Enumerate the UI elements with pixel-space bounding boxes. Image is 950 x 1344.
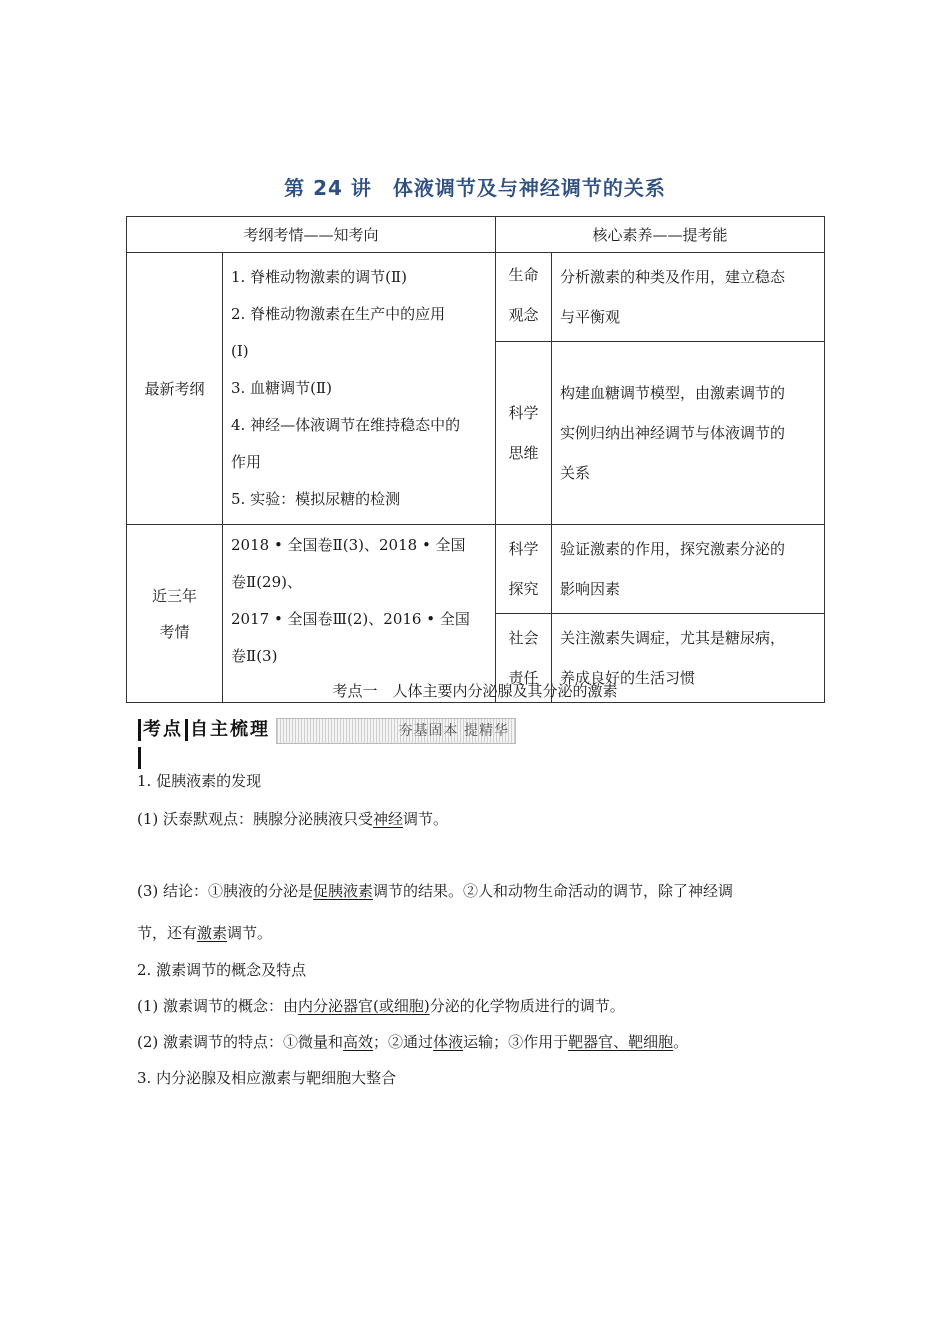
paragraph: (2) 激素调节的特点：①微量和高效；②通过体液运输；③作用于靶器官、靶细胞。 xyxy=(137,1033,689,1051)
exam-item: 2018 • 全国卷Ⅱ(3)、2018 • 全国 xyxy=(231,536,466,554)
answer-blank: 体液 xyxy=(433,1033,464,1051)
label-recent-exams: 近三年 考情 xyxy=(127,525,223,703)
syllabus-table xyxy=(126,216,825,703)
exam-item: 卷Ⅱ(29)、 xyxy=(231,573,302,591)
heading-3: 3. 内分泌腺及相应激素与靶细胞大整合 xyxy=(137,1069,397,1087)
literacy-value: 分析激素的种类及作用，建立稳态 与平衡观 xyxy=(552,253,825,342)
syllabus-item: (Ⅰ) xyxy=(231,342,249,360)
section-banner xyxy=(136,716,516,744)
banner-tag: 夯基固本 提精华 xyxy=(276,718,516,744)
syllabus-item: 4. 神经—体液调节在维持稳态中的 xyxy=(231,416,461,434)
syllabus-item: 作用 xyxy=(231,453,262,471)
page-title: 第 24 讲 体液调节及与神经调节的关系 xyxy=(284,176,666,200)
syllabus-item: 3. 血糖调节(Ⅱ) xyxy=(231,379,332,397)
literacy-key: 科学 思维 xyxy=(496,342,552,525)
answer-blank: 促胰液素 xyxy=(313,882,374,900)
literacy-value: 构建血糖调节模型，由激素调节的 实例归纳出神经调节与体液调节的 关系 xyxy=(552,342,825,525)
syllabus-item: 5. 实验：模拟尿糖的检测 xyxy=(231,490,401,508)
literacy-key: 生命 观念 xyxy=(496,253,552,342)
answer-blank: 靶器官、靶细胞 xyxy=(568,1033,674,1051)
literacy-value: 验证激素的作用，探究激素分泌的 影响因素 xyxy=(552,525,825,614)
exam-list xyxy=(223,525,496,703)
header-syllabus: 考纲考情——知考向 xyxy=(127,217,496,253)
literacy-value: 关注激素失调症，尤其是糖尿病， 养成良好的生活习惯 xyxy=(552,614,825,703)
syllabus-item: 1. 脊椎动物激素的调节(Ⅱ) xyxy=(231,268,407,286)
paragraph: (3) 结论：①胰液的分泌是促胰液素调节的结果。②人和动物生命活动的调节，除了神经调 xyxy=(137,882,734,900)
answer-blank: 激素 xyxy=(197,924,228,942)
exam-item: 卷Ⅱ(3) xyxy=(231,647,278,665)
heading-1: 1. 促胰液素的发现 xyxy=(137,772,262,790)
literacy-key: 社会 责任 xyxy=(496,614,552,703)
exam-item: 2017 • 全国卷Ⅲ(2)、2016 • 全国 xyxy=(231,610,470,628)
paragraph: (1) 沃泰默观点：胰腺分泌胰液只受神经调节。 xyxy=(137,810,449,828)
banner-label: 考点 自主梳理 xyxy=(136,716,272,744)
section-title: 考点一 人体主要内分泌腺及其分泌的激素 xyxy=(332,682,618,700)
answer-blank: 高效 xyxy=(343,1033,374,1051)
syllabus-list xyxy=(223,253,496,525)
paragraph: (1) 激素调节的概念：由内分泌器官(或细胞)分泌的化学物质进行的调节。 xyxy=(137,997,625,1015)
answer-blank: 神经 xyxy=(373,810,404,828)
syllabus-item: 2. 脊椎动物激素在生产中的应用 xyxy=(231,305,446,323)
answer-blank: 内分泌器官(或细胞) xyxy=(298,997,430,1015)
header-literacy: 核心素养——提考能 xyxy=(496,217,825,253)
literacy-key: 科学 探究 xyxy=(496,525,552,614)
heading-2: 2. 激素调节的概念及特点 xyxy=(137,961,307,979)
paragraph: 节，还有激素调节。 xyxy=(137,924,273,942)
label-latest-syllabus: 最新考纲 xyxy=(127,253,223,525)
